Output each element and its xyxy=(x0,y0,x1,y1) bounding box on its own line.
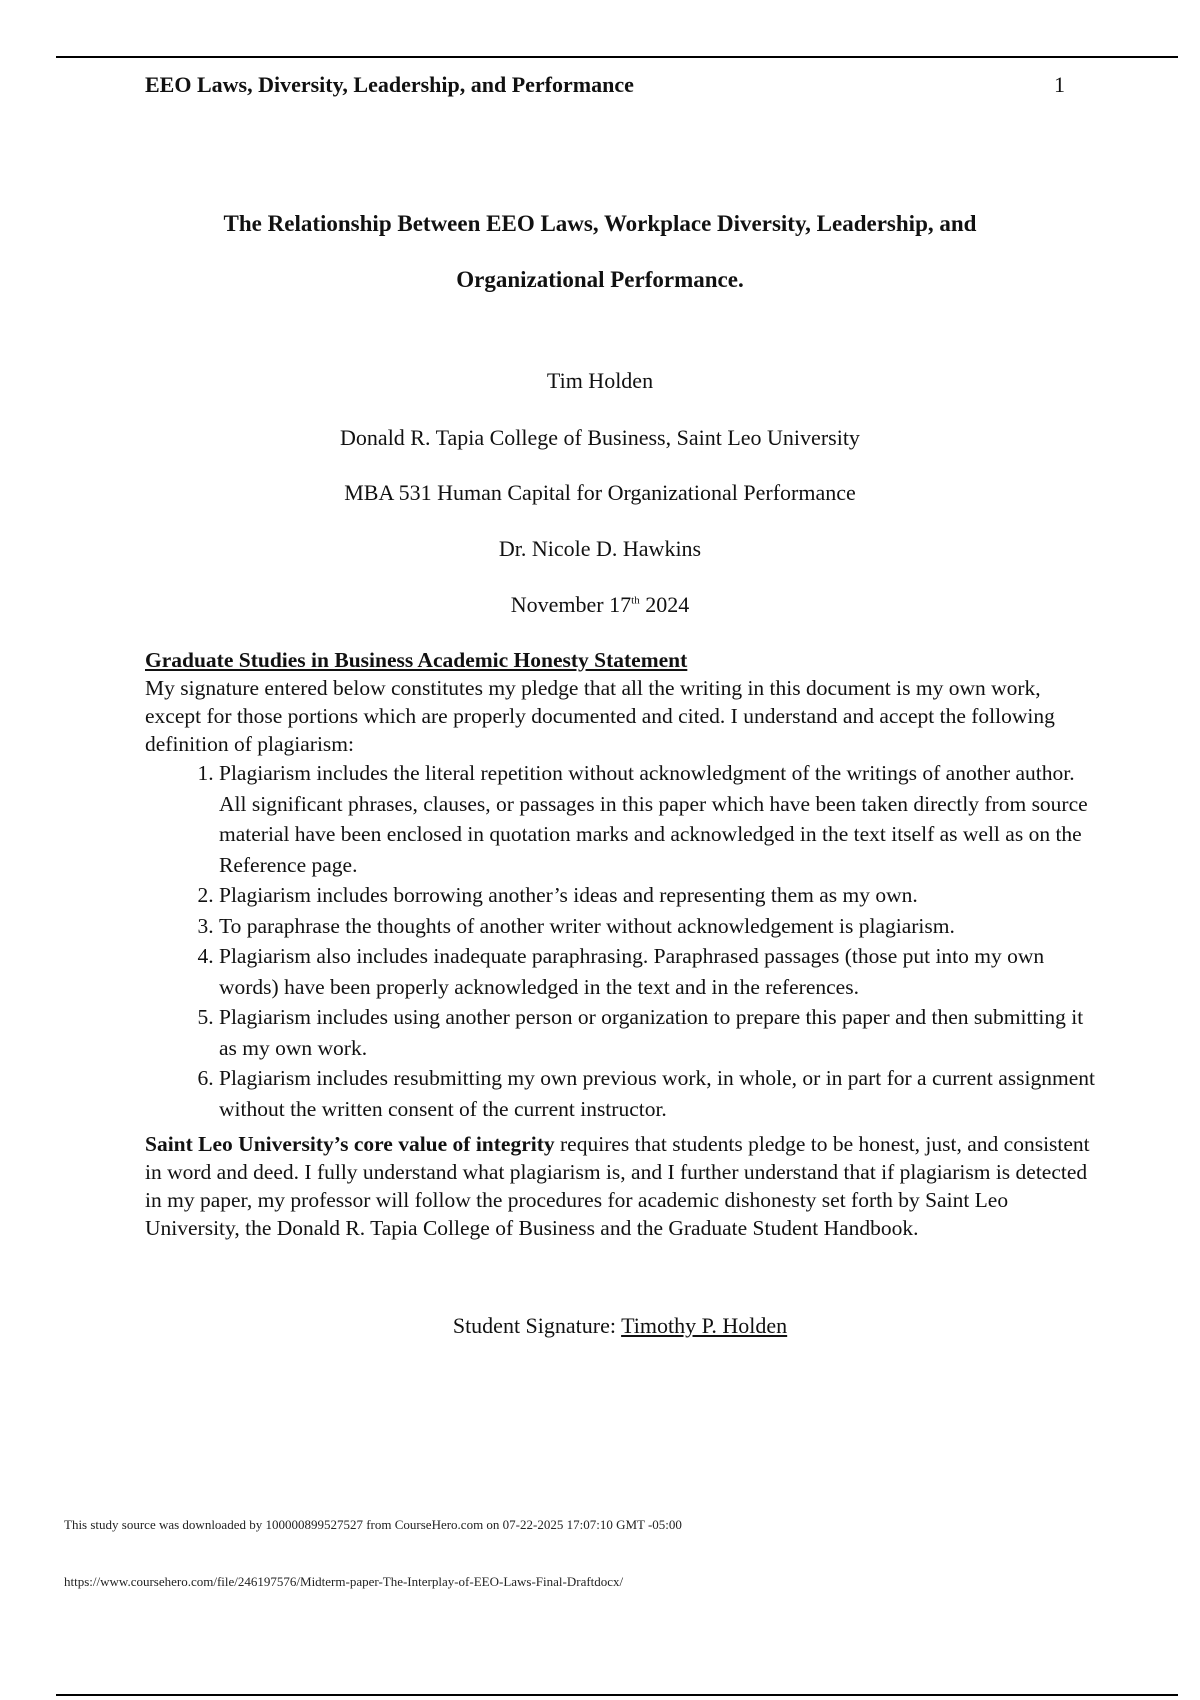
date-suffix: th xyxy=(631,594,640,607)
paper-title xyxy=(100,196,1100,308)
honesty-statement xyxy=(145,646,1095,1242)
list-item: 5. Plagiarism includes using another person or organization to prepare this paper and then submitting it as my own work. xyxy=(219,1002,1095,1063)
instructor: Dr. Nicole D. Hawkins xyxy=(498,536,702,561)
signature-name: Timothy P. Holden xyxy=(621,1313,788,1338)
date-year: 2024 xyxy=(639,592,690,617)
running-head: EEO Laws, Diversity, Leadership, and Performance xyxy=(145,72,634,97)
page-number: 1 xyxy=(1054,72,1065,97)
page-header xyxy=(145,72,1065,102)
date-month-day: November 17 xyxy=(510,592,632,617)
paper-title-line-1: The Relationship Between EEO Laws, Workplace Diversity, Leadership, and xyxy=(223,211,977,236)
submission-date xyxy=(100,592,1100,618)
list-item: 1. Plagiarism includes the literal repetition without acknowledgment of the writings of another author. All significant phrases, clauses, or passages in this paper which have been taken directly from source material have been enclosed in quotation marks and acknowledged in the text itself as well as on the Reference page. xyxy=(219,758,1095,880)
list-item: 6. Plagiarism includes resubmitting my own previous work, in whole, or in part for a current assignment without the written consent of the current instructor. xyxy=(219,1063,1095,1124)
student-signature-line xyxy=(100,1313,1140,1339)
integrity-text: requires that students pledge to be honest, just, and consistent in word and deed. I fully understand what plagiarism is, and I further understand that if plagiarism is detected in my paper, my professor will follow the procedures for academic dishonesty set forth by Saint Leo University, the Donald R. Tapia College of Business and the Graduate Student Handbook. xyxy=(145,1132,1090,1240)
author-name: Tim Holden xyxy=(546,368,654,393)
signature-label: Student Signature: xyxy=(452,1313,622,1338)
plagiarism-definition-list xyxy=(145,758,1095,1124)
list-item: 2. Plagiarism includes borrowing another’s ideas and representing them as my own. xyxy=(219,880,1095,911)
download-notice: This study source was downloaded by 100000899527527 from CourseHero.com on 07-22-2025 17:07:10 GMT -05:00 xyxy=(64,1517,682,1532)
course: MBA 531 Human Capital for Organizational Performance xyxy=(344,480,856,505)
top-rule xyxy=(56,56,1178,58)
integrity-bold-lead: Saint Leo University’s core value of integrity xyxy=(145,1132,555,1156)
source-url[interactable]: https://www.coursehero.com/file/246197576/Midterm-paper-The-Interplay-of-EEO-Laws-Final-Draftdocx/ xyxy=(64,1574,624,1589)
paper-title-line-2: Organizational Performance. xyxy=(456,267,744,292)
integrity-paragraph xyxy=(145,1130,1095,1242)
honesty-intro: My signature entered below constitutes my pledge that all the writing in this document is my own work, except for those portions which are properly documented and cited. I understand and accept the following definition of plagiarism: xyxy=(145,676,1055,756)
list-item: 4. Plagiarism also includes inadequate paraphrasing. Paraphrased passages (those put into my own words) have been properly acknowledged in the text and in the references. xyxy=(219,941,1095,1002)
institution: Donald R. Tapia College of Business, Saint Leo University xyxy=(340,425,860,450)
honesty-heading: Graduate Studies in Business Academic Honesty Statement xyxy=(145,648,688,672)
list-item: 3. To paraphrase the thoughts of another writer without acknowledgement is plagiarism. xyxy=(219,911,1095,942)
bottom-rule xyxy=(56,1694,1178,1696)
